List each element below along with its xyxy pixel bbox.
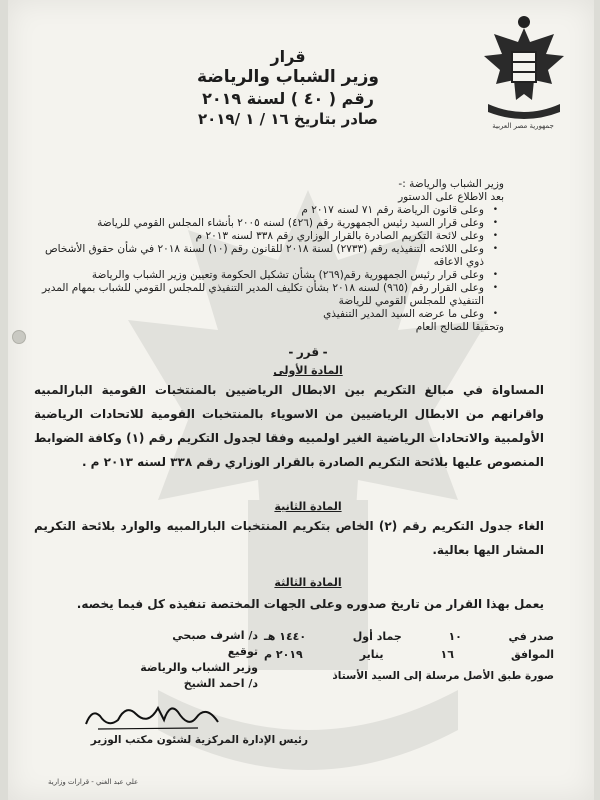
minister-line: وزير الشباب والرياضة :- xyxy=(398,178,504,190)
list-item: • وعلى قرار رئيس الجمهورية رقم(٢٦٩) بشأن تشكيل الحكومة وتعيين وزير الشباب والرياضة xyxy=(34,269,492,282)
corr-month: يناير xyxy=(359,648,384,661)
corr-year: ٢٠١٩ م xyxy=(264,648,303,661)
hijri-date-row xyxy=(264,628,554,646)
decree-number: رقم ( ٤٠ ) لسنة ٢٠١٩ xyxy=(202,89,374,108)
decree-date: صادر بتاريخ ١٦ / ١ /٢٠١٩ xyxy=(197,110,379,128)
article-2-text: الغاء جدول التكريم رقم (٢) الخاص بتكريم المنتخبات البارالمبيه والوارد بلائحة التكريم المشار اليها بعالية. xyxy=(34,519,545,557)
signature-label: توقيع xyxy=(227,645,258,658)
list-item: • وعلى ما عرضه السيد المدير التنفيذي xyxy=(34,308,492,321)
emblem-caption: جمهورية مصر العربية xyxy=(492,122,554,130)
decree-label: قرار xyxy=(270,47,306,66)
article-2-title: المادة الثانية xyxy=(274,500,342,513)
recipient-title: رئيس الإدارة المركزية لشئون مكتب الوزير xyxy=(90,734,308,746)
list-item: • وعلى اللائحه التنفيذيه رقم (٢٧٣٣) لسنة ٢٠١٨ للقانون رقم (١٠) لسنة ٢٠١٨ في شأن حقوق الأشخاص ذوي الاعاقه xyxy=(34,243,492,269)
minister-title: وزير الشباب والرياضة xyxy=(140,661,258,674)
legal-references-list xyxy=(34,204,504,321)
issued-month: جماد أول xyxy=(352,630,402,643)
list-item: • وعلى القرار رقم (٩٦٥) لسنه ٢٠١٨ بشأن تكليف المدير التنفيذي للمجلس القومي للشباب بمهام المدير التنفيذي للمجلس القومي للرياضة xyxy=(34,282,492,308)
minister-signature-block xyxy=(48,628,258,692)
decree-header xyxy=(158,46,418,130)
article-1-title: المادة الأولى xyxy=(273,364,343,377)
preamble xyxy=(34,178,504,334)
handwritten-note: علي عبد الغني - قرارات وزارية xyxy=(48,778,139,786)
eagle-emblem-icon xyxy=(482,8,566,120)
recipient-name: د/ احمد الشيخ xyxy=(183,677,258,690)
document-page xyxy=(8,0,594,800)
list-item: • وعلى قانون الرياضة رقم ٧١ لسنه ٢٠١٧ م xyxy=(34,204,492,217)
list-item: • وعلى قرار السيد رئيس الجمهورية رقم (٤٢٦) لسنه ٢٠٠٥ بأنشاء المجلس القومي للرياضة xyxy=(34,217,492,230)
gregorian-date-row xyxy=(264,646,554,664)
public-interest-line: وتحقيقا للصالح العام xyxy=(415,321,504,333)
article-3-title: المادة الثالثة xyxy=(274,576,342,589)
copy-note: صورة طبق الأصل مرسلة إلى السيد الأستاذ xyxy=(332,670,554,682)
decision-title-text: قرر xyxy=(296,345,320,359)
handwritten-signature xyxy=(78,698,228,732)
issued-day: ١٠ xyxy=(448,630,462,643)
article-3-text: يعمل بهذا القرار من تاريخ صدوره وعلى الجهات المختصة تنفيذه كل فيما يخصه. xyxy=(76,597,544,611)
issuance-dates xyxy=(264,628,554,664)
ministry-title: وزير الشباب والرياضة xyxy=(197,67,379,87)
list-item: • وعلى لائحة التكريم الصادرة بالقرار الوزاري رقم ٣٣٨ لسنه ٢٠١٣ م xyxy=(34,230,492,243)
corresponding-label: الموافق xyxy=(510,648,554,661)
corr-day: ١٦ xyxy=(440,648,454,661)
after-review-line: بعد الاطلاع على الدستور xyxy=(398,191,504,203)
decision-title: -قرر- xyxy=(288,345,328,359)
issued-in-label: صدر في xyxy=(508,630,554,643)
article-1-text: المساواة في مبالغ التكريم بين الابطال الرياضيين بالمنتخبات القومية البارالمبيه واقرانهم من الابطال الرياضيين من الاسوياء بالمنتخبات القومية للاتحادات الرياضية الأولمبية والاتحادات الرياضية الغير اولمبيه وفقا لجدول التكريم رقم (١) وكافة الضوابط المنصوص عليها بلائحة التكريم الصادرة بالقرار الوزاري رقم ٣٣٨ لسنه ٢٠١٣ م . xyxy=(34,383,544,469)
minister-name: د/ اشرف صبحي xyxy=(172,629,258,642)
issued-year: ١٤٤٠ هـ xyxy=(264,630,307,643)
